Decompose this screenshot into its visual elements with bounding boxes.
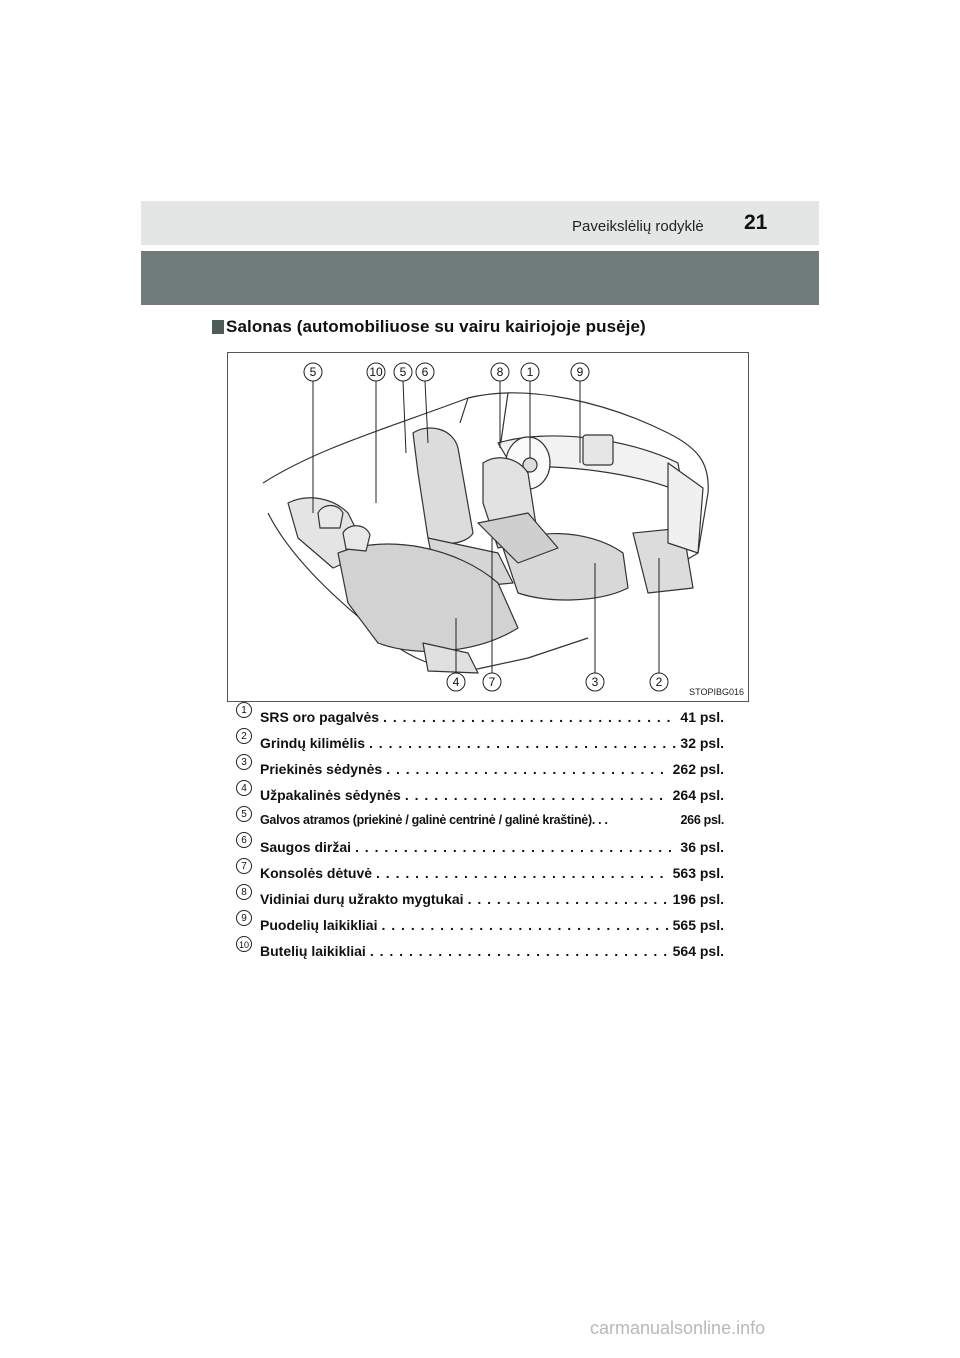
callout-label: 1 (526, 365, 534, 379)
page-ref-link[interactable]: 41 psl. (680, 709, 724, 725)
item-label: SRS oro pagalvės (260, 709, 380, 725)
item-label: Užpakalinės sėdynės (260, 787, 401, 803)
item-label: Konsolės dėtuvė (260, 865, 373, 881)
list-item (236, 910, 724, 936)
list-item (236, 728, 724, 754)
callout-label: 10 (369, 365, 383, 379)
page-ref-link[interactable]: 262 psl. (672, 761, 724, 777)
item-label: Galvos atramos (priekinė / galinė centrinė / galinė kraštinė). . . (260, 813, 608, 827)
item-number: 5 (236, 806, 252, 822)
callout-label: 9 (576, 365, 584, 379)
item-number: 6 (236, 832, 252, 848)
header-band (141, 201, 819, 245)
page-ref-link[interactable]: 36 psl. (680, 839, 724, 855)
page-ref-link[interactable]: 564 psl. (672, 943, 724, 959)
callout-label: 6 (421, 365, 429, 379)
page-ref-link[interactable]: 196 psl. (672, 891, 724, 907)
page-ref-link[interactable]: 565 psl. (672, 917, 724, 933)
callout-label: 7 (488, 675, 496, 689)
list-item (236, 754, 724, 780)
figure-code: STOPIBG016 (689, 687, 744, 697)
item-label: Grindų kilimėlis (260, 735, 366, 751)
item-number: 8 (236, 884, 252, 900)
callout-label: 2 (655, 675, 663, 689)
callout-label: 8 (496, 365, 504, 379)
callout-label: 3 (591, 675, 599, 689)
dot-leader (369, 735, 676, 751)
list-item (236, 858, 724, 884)
item-number: 4 (236, 780, 252, 796)
item-number: 3 (236, 754, 252, 770)
item-label: Puodelių laikikliai (260, 917, 378, 933)
list-item (236, 936, 724, 962)
header-title: Paveikslėlių rodyklė (572, 218, 704, 235)
page-ref-link[interactable]: 563 psl. (672, 865, 724, 881)
page-ref-link[interactable]: 32 psl. (680, 735, 724, 751)
watermark: carmanualsonline.info (590, 1318, 766, 1338)
dot-leader (355, 839, 676, 855)
callout-label: 4 (452, 675, 460, 689)
page-number: 21 (744, 211, 768, 234)
dot-leader (370, 943, 669, 959)
dot-leader (383, 709, 676, 725)
page-ref-link[interactable]: 264 psl. (672, 787, 724, 803)
item-number: 7 (236, 858, 252, 874)
item-number: 1 (236, 702, 252, 718)
car-interior-drawing (228, 353, 748, 701)
dot-leader (405, 787, 669, 803)
section-title: Salonas (automobiliuose su vairu kairiojoje pusėje) (226, 317, 646, 336)
list-item (236, 780, 724, 806)
dot-leader (381, 917, 668, 933)
header-dark-band (141, 251, 819, 305)
callout-label: 5 (399, 365, 407, 379)
item-number: 10 (236, 936, 252, 952)
item-number: 9 (236, 910, 252, 926)
dot-leader (376, 865, 669, 881)
page-ref-link[interactable]: 266 psl. (680, 813, 724, 827)
list-item (236, 806, 724, 832)
list-item (236, 884, 724, 910)
parts-index-list (236, 702, 724, 962)
item-label: Priekinės sėdynės (260, 761, 383, 777)
section-marker (212, 320, 224, 334)
item-label: Vidiniai durų užrakto mygtukai (260, 891, 464, 907)
callout-label: 5 (309, 365, 317, 379)
list-item (236, 832, 724, 858)
item-number: 2 (236, 728, 252, 744)
dot-leader (468, 891, 669, 907)
dot-leader (386, 761, 668, 777)
list-item (236, 702, 724, 728)
item-label: Saugos diržai (260, 839, 352, 855)
interior-illustration (227, 352, 749, 702)
item-label: Butelių laikikliai (260, 943, 366, 959)
